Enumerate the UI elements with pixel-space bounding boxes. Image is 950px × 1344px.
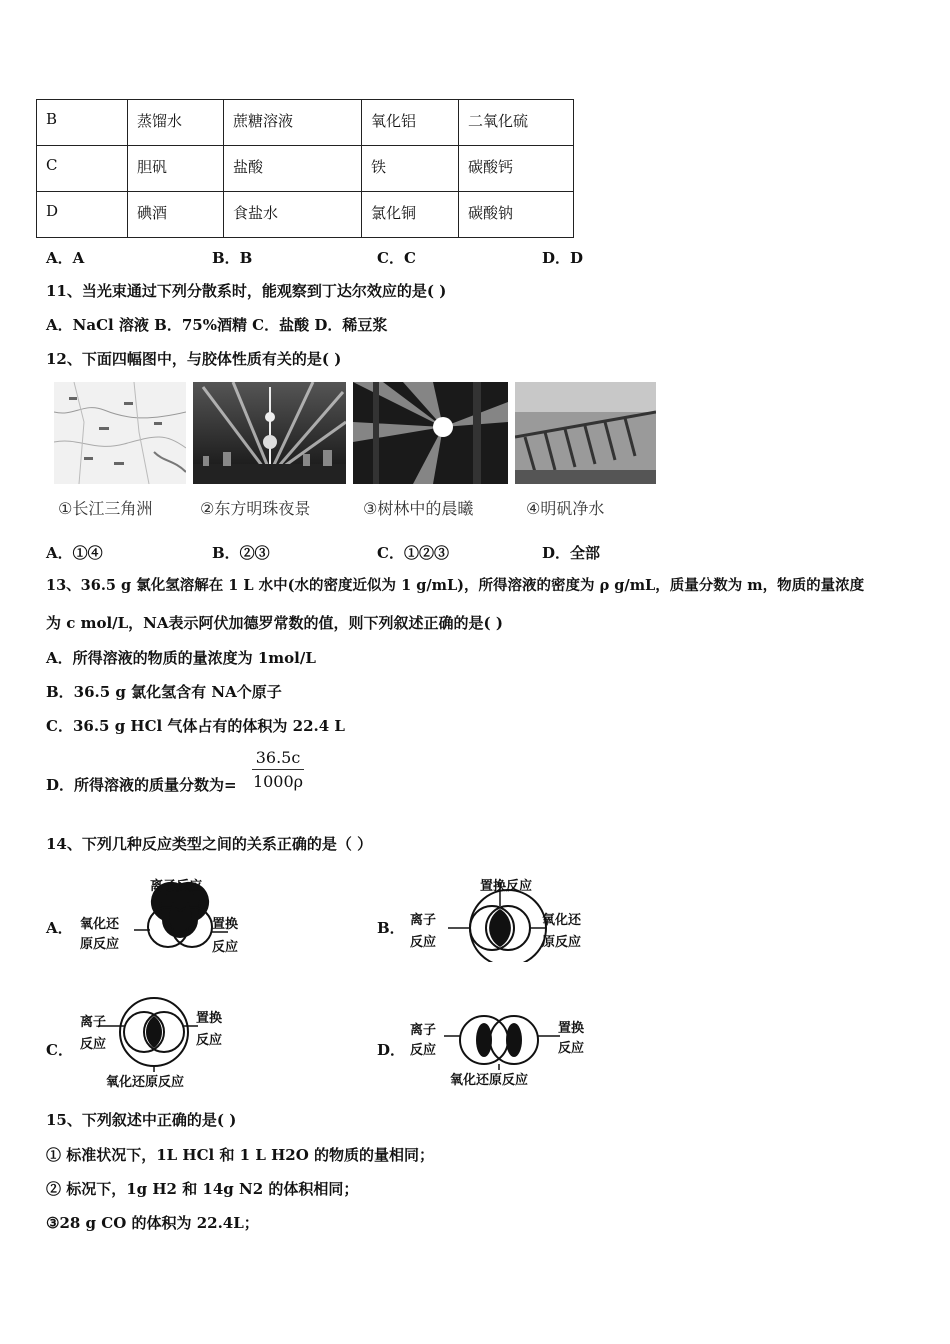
label-redox: 氧化还原反应	[106, 1075, 185, 1090]
table-cell: 氧化铝	[362, 100, 459, 146]
label-sub: 置换反应	[480, 879, 533, 894]
option-c[interactable]: C．①②③	[377, 544, 449, 562]
label-sub-2: 反应	[558, 1041, 585, 1056]
table-cell: 氯化铜	[362, 192, 459, 238]
option-b[interactable]: B．②③	[212, 544, 270, 562]
label-sub-1: 置换	[196, 1011, 223, 1026]
map-image	[54, 382, 186, 484]
q11-options[interactable]: A．NaCl 溶液 B．75%酒精 C．盐酸 D．稀豆浆	[46, 316, 388, 334]
table-cell: 碳酸钠	[459, 192, 574, 238]
table-cell: 食盐水	[224, 192, 362, 238]
caption-2: ②东方明珠夜景	[200, 499, 311, 518]
fraction-numerator: 36.5c	[252, 748, 304, 770]
venn-diagram-d	[408, 1014, 608, 1090]
label-redox-1: 氧化还	[542, 913, 582, 928]
q13-option-a[interactable]: A．所得溶液的物质的量浓度为 1mol/L	[46, 649, 316, 667]
q13-option-b[interactable]: B．36.5 g 氯化氢含有 NA个原子	[46, 683, 282, 701]
option-d[interactable]: D．全部	[542, 544, 601, 562]
q13-stem-line2: 为 c mol/L，NA表示阿伏加德罗常数的值，则下列叙述正确的是( )	[46, 614, 503, 632]
table-cell: C	[37, 146, 128, 192]
q12-stem: 12、下面四幅图中，与胶体性质有关的是( )	[46, 350, 342, 368]
table-cell: 铁	[362, 146, 459, 192]
label-ionic-2: 反应	[410, 1043, 437, 1058]
q13-option-c[interactable]: C．36.5 g HCl 气体占有的体积为 22.4 L	[46, 717, 345, 735]
label-redox-2: 原反应	[542, 935, 582, 950]
label-redox-2: 原反应	[80, 937, 120, 952]
option-b[interactable]: B．B	[212, 249, 253, 267]
q14-stem: 14、下列几种反应类型之间的关系正确的是（ ）	[46, 835, 373, 853]
q13-stem-line1: 13、36.5 g 氯化氢溶解在 1 L 水中(水的密度近似为 1 g/mL)，所得溶液的密度为 ρ g/mL，质量分数为 m，物质的量浓度	[46, 577, 865, 594]
q14-label-a[interactable]: A．	[46, 919, 73, 937]
q15-stem: 15、下列叙述中正确的是( )	[46, 1111, 237, 1129]
label-ionic-2: 反应	[80, 1037, 107, 1052]
venn-diagram-c	[78, 996, 258, 1090]
table-cell: D	[37, 192, 128, 238]
label-ionic-1: 离子	[410, 913, 437, 928]
option-c[interactable]: C．C	[377, 249, 416, 267]
table-cell: 碳酸钙	[459, 146, 574, 192]
venn-diagram-b	[408, 872, 608, 962]
label-sub-1: 置换	[212, 917, 239, 932]
table-cell: B	[37, 100, 128, 146]
label-ionic-2: 反应	[410, 935, 437, 950]
label-ionic: 离子反应	[150, 879, 203, 894]
table-cell: 二氧化硫	[459, 100, 574, 146]
table-row	[37, 146, 574, 192]
q15-statement-2: ② 标况下，1g H2 和 14g N2 的体积相同；	[46, 1180, 359, 1198]
q14-label-b[interactable]: B．	[377, 919, 405, 937]
table-cell: 碘酒	[128, 192, 224, 238]
label-redox: 氧化还原反应	[450, 1073, 529, 1088]
pearl-tower-image	[193, 382, 346, 484]
label-redox-1: 氧化还	[80, 917, 120, 932]
alum-purification-image	[515, 382, 656, 484]
option-a[interactable]: A．A	[46, 249, 85, 267]
q14-label-c[interactable]: C．	[46, 1041, 73, 1059]
q11-stem: 11、当光束通过下列分散系时，能观察到丁达尔效应的是( )	[46, 282, 447, 300]
table-cell: 蔗糖溶液	[224, 100, 362, 146]
label-ionic-1: 离子	[410, 1023, 437, 1038]
venn-diagram-a	[78, 872, 258, 962]
q15-statement-3: ③28 g CO 的体积为 22.4L；	[46, 1214, 259, 1232]
fraction-denominator: 1000ρ	[252, 772, 304, 791]
option-d[interactable]: D．D	[542, 249, 584, 267]
table-cell: 蒸馏水	[128, 100, 224, 146]
table-cell: 胆矾	[128, 146, 224, 192]
q15-statement-1: ① 标准状况下，1L HCl 和 1 L H2O 的物质的量相同；	[46, 1146, 435, 1164]
answer-table	[36, 99, 574, 238]
label-sub-2: 反应	[212, 940, 239, 955]
caption-4: ④明矾净水	[526, 499, 605, 518]
q14-label-d[interactable]: D．	[377, 1041, 406, 1059]
option-a[interactable]: A．①④	[46, 544, 103, 562]
table-row	[37, 192, 574, 238]
forest-image	[353, 382, 508, 484]
fraction	[252, 748, 304, 791]
table-cell: 盐酸	[224, 146, 362, 192]
caption-3: ③树林中的晨曦	[363, 499, 474, 518]
label-sub-2: 反应	[196, 1033, 223, 1048]
table-row	[37, 100, 574, 146]
q13-option-d[interactable]: D．所得溶液的质量分数为=	[46, 776, 237, 794]
caption-1: ①长江三角洲	[58, 499, 153, 518]
label-ionic-1: 离子	[80, 1015, 107, 1030]
label-sub-1: 置换	[558, 1021, 585, 1036]
